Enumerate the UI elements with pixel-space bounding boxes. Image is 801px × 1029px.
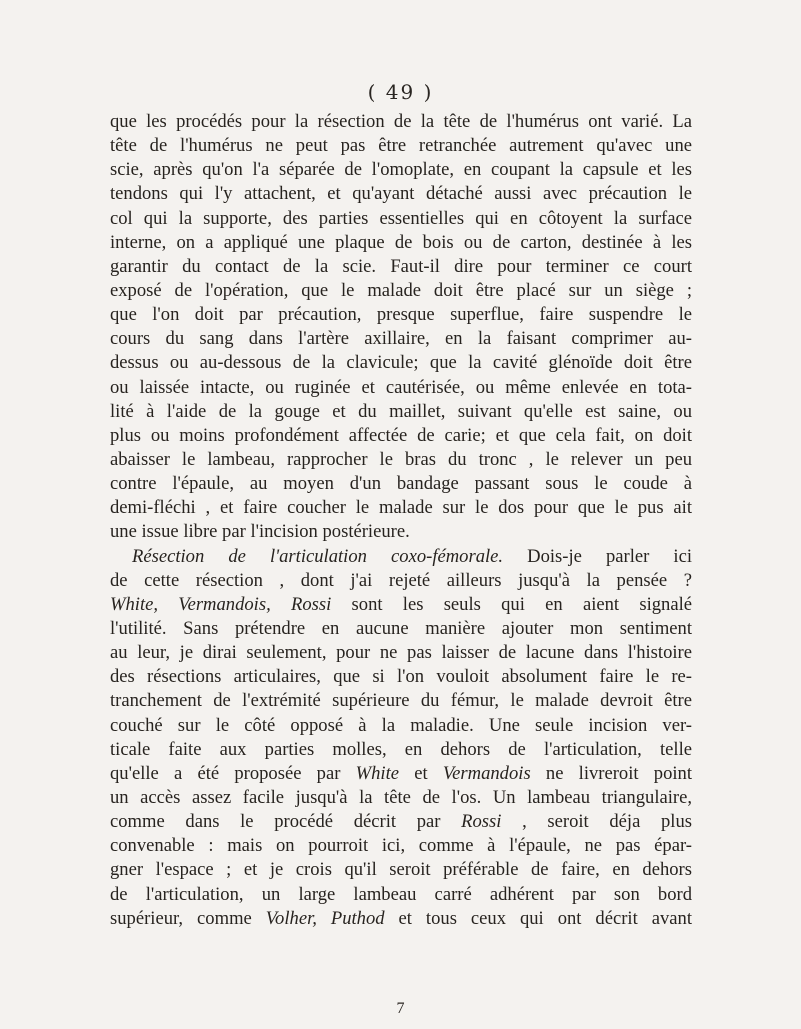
- signature-mark: 7: [396, 1000, 405, 1017]
- text-line: une issue libre par l'incision postérieure.: [110, 521, 410, 543]
- text-line: scie, après qu'on l'a séparée de l'omoplate, en coupant la capsule et les: [110, 159, 692, 181]
- text-line: dessus ou au-dessous de la clavicule; que la cavité glénoïde doit être: [110, 352, 692, 374]
- text-line: White, Vermandois, Rossi sont les seuls qui en aient signalé: [110, 593, 692, 615]
- text-line: supérieur, comme Volher, Puthod et tous ceux qui ont décrit avant: [110, 907, 692, 929]
- text-line: qu'elle a été proposée par White et Vermandois ne livreroit point: [110, 762, 692, 784]
- text-line: col qui la supporte, des parties essentielles qui en côtoyent la surface: [110, 207, 692, 229]
- text-line: tendons qui l'y attachent, et qu'ayant détaché aussi avec précaution le: [110, 183, 692, 205]
- text-line: comme dans le procédé décrit par Rossi , seroit déja plus: [110, 811, 692, 833]
- text-line: ou laissée intacte, ou ruginée et cautérisée, ou même enlevée en tota-: [110, 376, 692, 398]
- text-line: couché sur le côté opposé à la maladie. Une seule incision ver-: [110, 714, 692, 736]
- text-line: garantir du contact de la scie. Faut-il dire pour terminer ce court: [110, 255, 692, 277]
- heading-continuation: Dois-je parler ici: [503, 545, 692, 567]
- text-line: convenable : mais on pourroit ici, comme à l'épaule, ne pas épar-: [110, 835, 692, 857]
- text-line: de cette résection , dont j'ai rejeté ailleurs jusqu'à la pensée ?: [110, 569, 692, 591]
- author-names: Volher, Puthod: [265, 907, 385, 929]
- body-text: [110, 110, 692, 931]
- text-line: demi-fléchi , et faire coucher le malade sur le dos pour que le pus ait: [110, 497, 692, 519]
- author-names: White, Vermandois, Rossi: [110, 593, 332, 615]
- text-line: un accès assez facile jusqu'à la tête de l'os. Un lambeau triangulaire,: [110, 786, 692, 808]
- text-line: cours du sang dans l'artère axillaire, en la faisant comprimer au-: [110, 328, 692, 350]
- section-heading: Résection de l'articulation coxo-fémorale.: [132, 545, 504, 567]
- text-line: l'utilité. Sans prétendre en aucune manière ajouter mon sentiment: [110, 617, 692, 639]
- page-number: ( 49 ): [367, 80, 434, 104]
- text-line: ticale faite aux parties molles, en dehors de l'articulation, telle: [110, 738, 692, 760]
- text-line: tranchement de l'extrémité supérieure du fémur, le malade devroit être: [110, 690, 692, 712]
- author-name: Vermandois: [442, 762, 531, 784]
- text-line: tête de l'humérus ne peut pas être retranchée autrement qu'avec une: [110, 135, 692, 157]
- text-line: contre l'épaule, au moyen d'un bandage passant sous le coude à: [110, 473, 692, 495]
- text-line: exposé de l'opération, que le malade doit être placé sur un siège ;: [110, 279, 692, 301]
- text-line: plus ou moins profondément affectée de carie; et que cela fait, on doit: [110, 424, 692, 446]
- author-name: White: [355, 762, 400, 784]
- section-heading-line: [110, 545, 692, 569]
- text-line: que les procédés pour la résection de la tête de l'humérus ont varié. La: [110, 111, 692, 132]
- text-line: abaisser le lambeau, rapprocher le bras du tronc , le relever un peu: [110, 448, 692, 470]
- text-line: que l'on doit par précaution, presque superflue, faire suspendre le: [110, 304, 692, 326]
- text-line: interne, on a appliqué une plaque de bois ou de carton, destinée à les: [110, 231, 692, 253]
- text-line: des résections articulaires, que si l'on vouloit absolument faire le re-: [110, 666, 692, 688]
- text-line: lité à l'aide de la gouge et du maillet, suivant qu'elle est saine, ou: [110, 400, 692, 422]
- text-line: au leur, je dirai seulement, pour ne pas laisser de lacune dans l'histoire: [110, 642, 692, 664]
- text-line: gner l'espace ; et je crois qu'il seroit préférable de faire, en dehors: [110, 859, 692, 881]
- text-line: de l'articulation, un large lambeau carré adhérent par son bord: [110, 883, 692, 905]
- author-name: Rossi: [461, 811, 502, 833]
